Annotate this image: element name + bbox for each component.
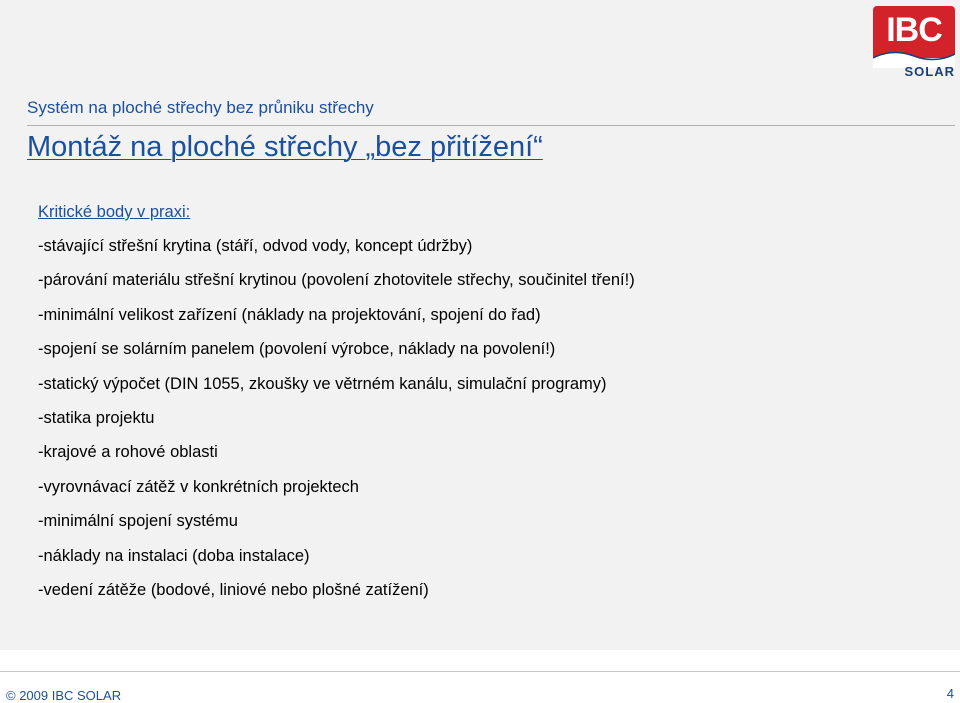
bullet-line: -vedení zátěže (bodové, liniové nebo plošné zatížení) <box>38 580 429 599</box>
slide-title: Montáž na ploché střechy „bez přitížení“ <box>27 131 543 163</box>
slide-subtitle: Systém na ploché střechy bez průniku střechy <box>27 98 374 117</box>
footer-divider <box>0 671 960 672</box>
page-number: 4 <box>946 686 954 701</box>
header-divider <box>27 125 955 126</box>
bullet-line: -krajové a rohové oblasti <box>38 443 218 462</box>
bullet-line: -minimální velikost zařízení (náklady na projektování, spojení do řad) <box>38 305 541 324</box>
logo-main-text: IBC <box>886 11 942 49</box>
bullet-line: -spojení se solárním panelem (povolení výrobce, náklady na povolení!) <box>38 340 556 359</box>
bullet-line: -statický výpočet (DIN 1055, zkoušky ve větrném kanálu, simulační programy) <box>38 374 607 393</box>
slide-content <box>38 202 635 614</box>
logo-sub-text: SOLAR <box>904 64 955 79</box>
bullet-line: -náklady na instalaci (doba instalace) <box>38 546 310 565</box>
content-heading: Kritické body v praxi: <box>38 203 191 221</box>
bullet-line: -stávající střešní krytina (stáří, odvod vody, koncept údržby) <box>38 237 473 255</box>
bullet-line: -statika projektu <box>38 408 155 427</box>
footer-copyright: © 2009 IBC SOLAR <box>6 688 122 703</box>
bullet-line: -vyrovnávací zátěž v konkrétních projektech <box>38 477 359 496</box>
bullet-line: -párování materiálu střešní krytinou (povolení zhotovitele střechy, součinitel tření!) <box>38 271 635 290</box>
ibc-solar-logo <box>873 6 955 79</box>
bullet-line: -minimální spojení systému <box>38 512 238 531</box>
